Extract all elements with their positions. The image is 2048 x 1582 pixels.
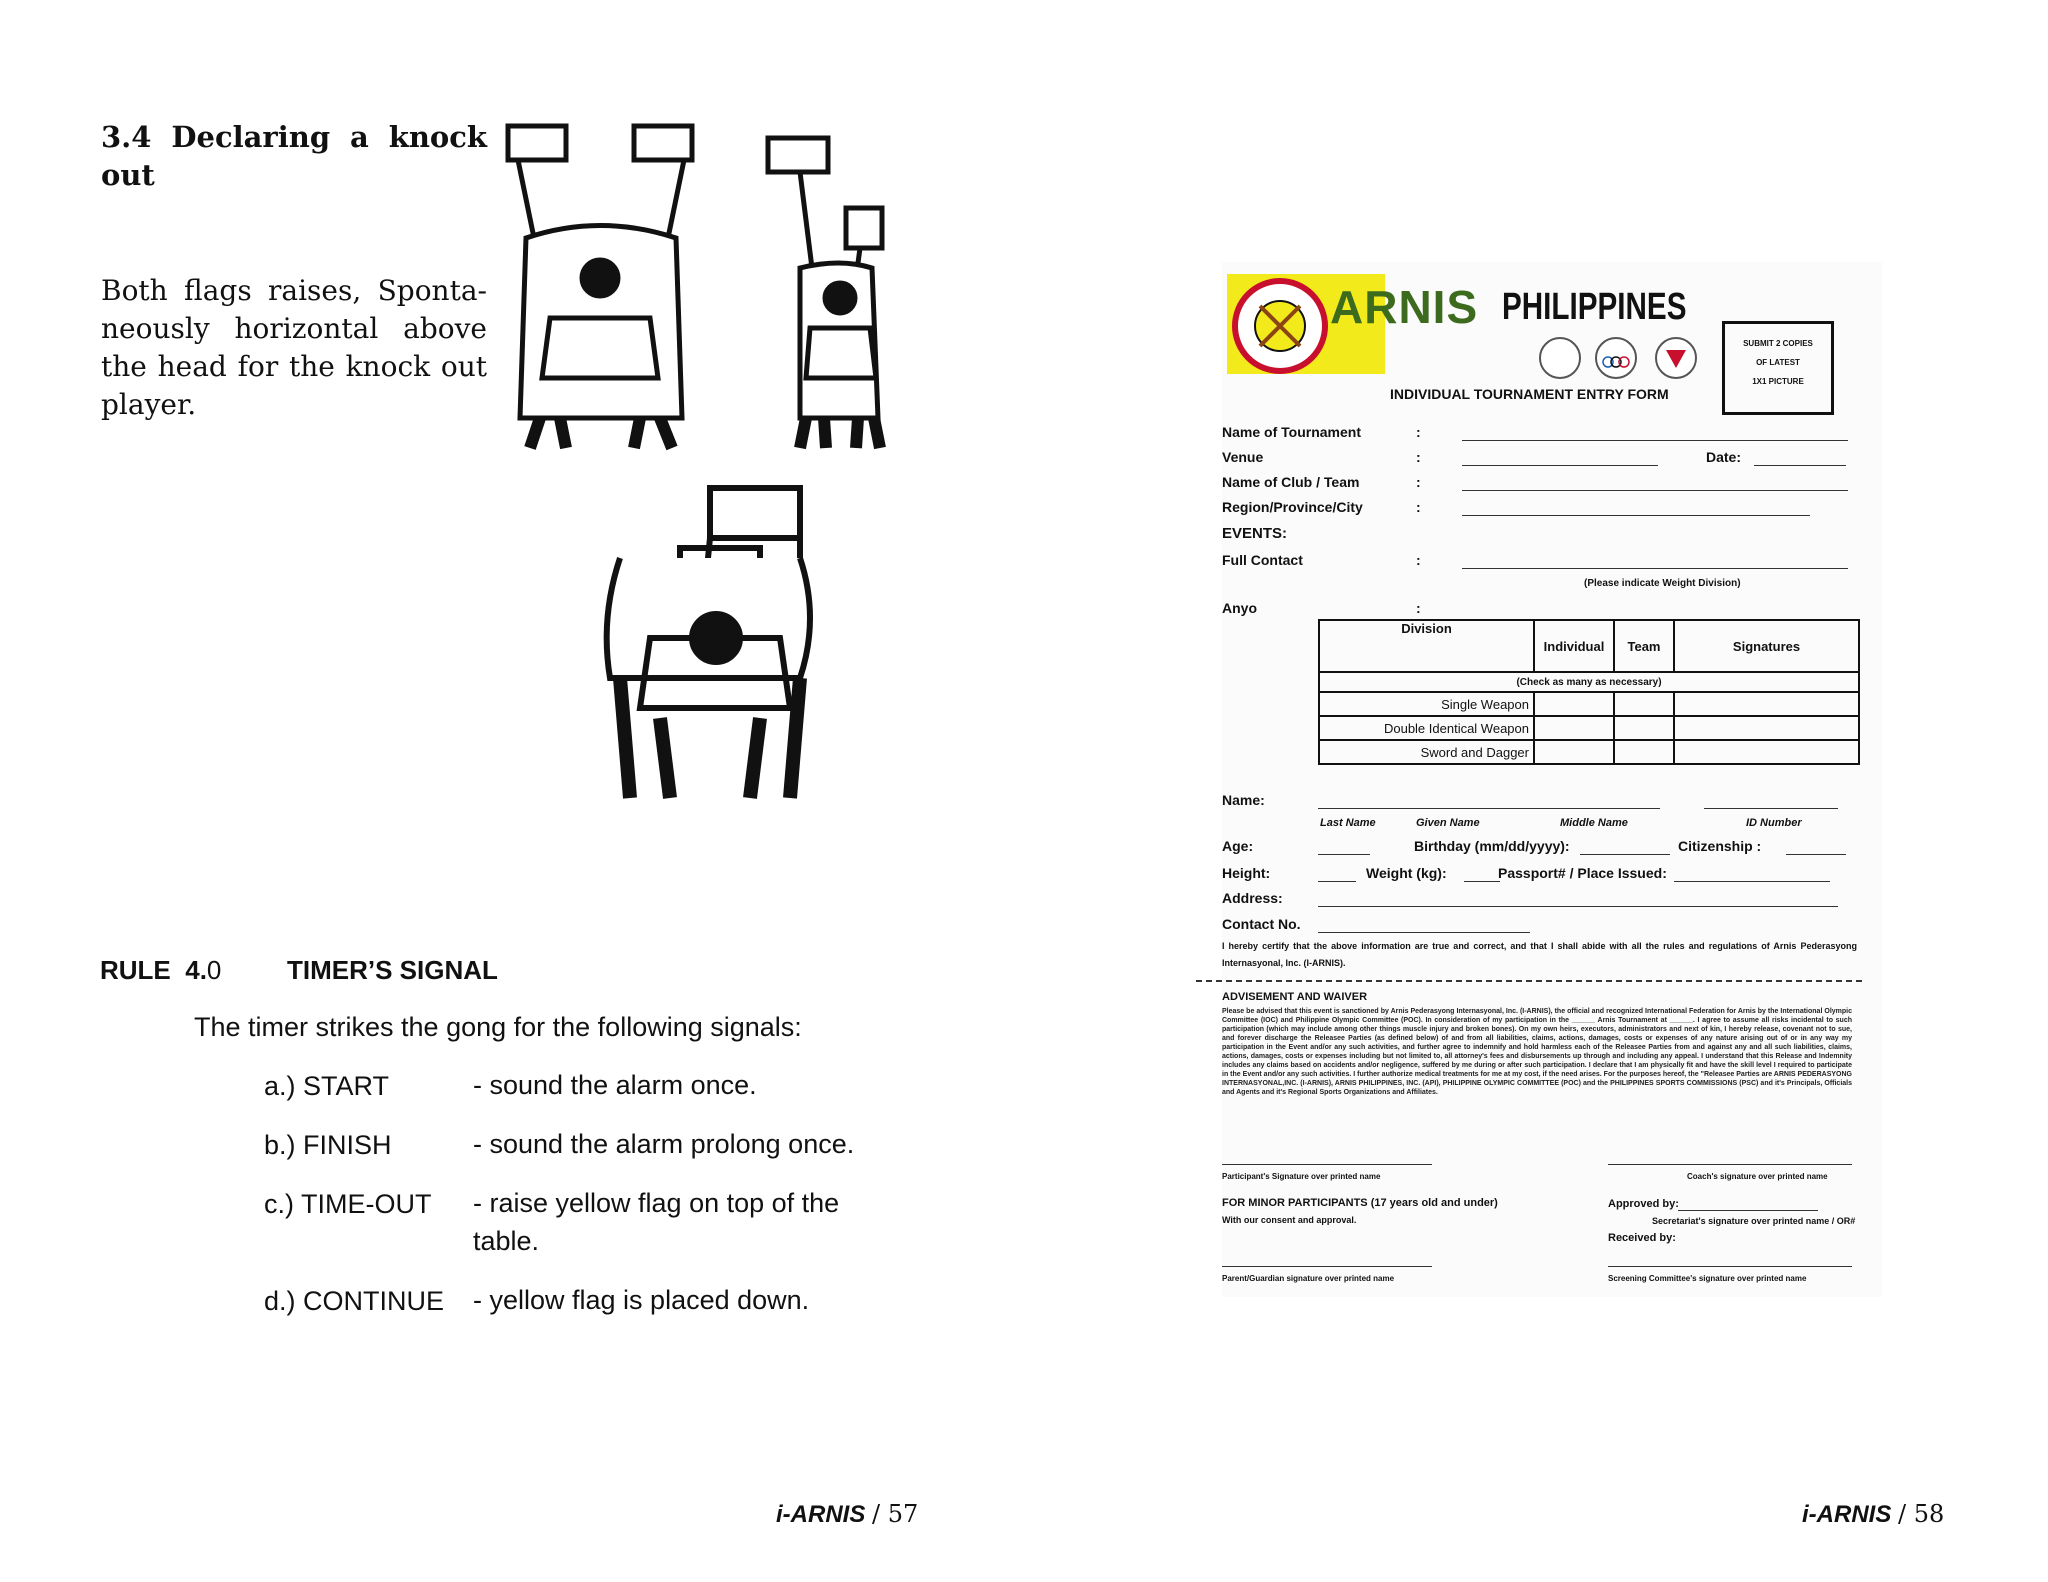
field-line: [1786, 854, 1846, 855]
signal-label: b.) FINISH: [264, 1130, 392, 1160]
footer-brand: i-ARNIS: [1802, 1501, 1892, 1528]
section-heading: 3.4 Declaring a knock out: [101, 120, 487, 192]
footer-page-number: / 57: [872, 1500, 919, 1528]
field-weight: Weight (kg):: [1366, 865, 1447, 881]
entry-form: [1222, 262, 1882, 1297]
field-line: [1678, 1210, 1818, 1211]
field-line: [1318, 906, 1838, 907]
field-age: Age:: [1222, 838, 1254, 854]
arnis-seal-icon: [1230, 276, 1330, 376]
signature-line: [1222, 1164, 1432, 1165]
photo-box: [1722, 321, 1834, 415]
division-table: [1318, 619, 1860, 765]
signature-line: [1608, 1164, 1852, 1165]
field-colon: :: [1416, 424, 1421, 440]
division-name: Sword and Dagger: [1319, 740, 1534, 764]
field-line: [1462, 465, 1658, 466]
sig-parent: Parent/Guardian signature over printed name: [1222, 1274, 1395, 1283]
rule-title: TIMER’S SIGNAL: [287, 955, 498, 985]
minor-heading: FOR MINOR PARTICIPANTS (17 years old and under): [1222, 1197, 1498, 1209]
rule-number-suffix: 0: [206, 955, 222, 985]
division-name: Double Identical Weapon: [1319, 716, 1534, 740]
page-footer-left: [776, 1500, 918, 1529]
signal-desc: - sound the alarm prolong once.: [473, 1129, 855, 1159]
cut-line: [1196, 980, 1862, 982]
field-height: Height:: [1222, 865, 1271, 881]
field-colon: :: [1416, 449, 1421, 465]
signal-desc: - sound the alarm once.: [473, 1070, 757, 1100]
signature-cell[interactable]: [1674, 692, 1859, 716]
checkbox-cell[interactable]: [1534, 716, 1614, 740]
field-line: [1462, 515, 1810, 516]
field-full-contact: Full Contact: [1222, 552, 1303, 568]
checkbox-cell[interactable]: [1614, 740, 1674, 764]
signature-cell[interactable]: [1674, 740, 1859, 764]
field-colon: :: [1416, 474, 1421, 490]
th-signatures: Signatures: [1674, 620, 1859, 672]
label-id-number: ID Number: [1746, 817, 1802, 829]
label-given-name: Given Name: [1416, 817, 1480, 829]
received-by: Received by:: [1608, 1232, 1676, 1244]
photo-box-line: OF LATEST: [1756, 358, 1800, 367]
label-last-name: Last Name: [1320, 817, 1376, 829]
field-address: Address:: [1222, 890, 1283, 906]
field-colon: :: [1416, 552, 1421, 568]
field-club: Name of Club / Team: [1222, 474, 1360, 490]
referee-figure-3: [607, 488, 810, 798]
sig-participant: Participant's Signature over printed name: [1222, 1172, 1381, 1181]
seal-icon: [1540, 338, 1580, 378]
th-division: Division: [1319, 620, 1534, 672]
field-line: [1462, 568, 1848, 569]
referee-illustrations: [500, 118, 940, 818]
field-line: [1674, 881, 1830, 882]
table-row: [1319, 740, 1859, 764]
field-venue: Venue: [1222, 449, 1264, 465]
field-line: [1580, 854, 1670, 855]
field-line: [1462, 490, 1848, 491]
page-footer-right: [1802, 1500, 1944, 1529]
division-name: Single Weapon: [1319, 692, 1534, 716]
photo-box-line: SUBMIT 2 COPIES: [1743, 339, 1813, 348]
rule-number: [100, 955, 221, 986]
secretariat-label: Secretariat's signature over printed name / OR#: [1652, 1216, 1856, 1226]
field-line: [1318, 808, 1660, 809]
field-date: Date:: [1706, 449, 1742, 465]
th-individual: Individual: [1534, 620, 1614, 672]
field-colon: :: [1416, 600, 1421, 616]
form-title: INDIVIDUAL TOURNAMENT ENTRY FORM: [1390, 386, 1669, 402]
field-line: [1318, 854, 1370, 855]
signal-label: a.) START: [264, 1071, 390, 1101]
waiver-title: ADVISEMENT AND WAIVER: [1222, 991, 1368, 1003]
checkbox-cell[interactable]: [1534, 692, 1614, 716]
checkbox-cell[interactable]: [1534, 740, 1614, 764]
field-line: [1318, 932, 1530, 933]
events-heading: EVENTS:: [1222, 525, 1288, 542]
consent-text: With our consent and approval.: [1222, 1215, 1357, 1225]
field-name: Name:: [1222, 792, 1265, 808]
section-body: Both flags raises, Sponta-neously horizontal above the head for the knock out player.: [101, 274, 487, 421]
checkbox-cell[interactable]: [1614, 716, 1674, 740]
certify-text: I hereby certify that the above information are true and correct, and that I shall abide with all the rules and regulations of Arnis Pederasyong Internasyonal, Inc. (I-ARNIS).: [1222, 941, 1857, 968]
checkbox-cell[interactable]: [1614, 692, 1674, 716]
signature-line: [1608, 1266, 1852, 1267]
signal-label: d.) CONTINUE: [264, 1286, 445, 1316]
logo-arnis: ARNIS: [1330, 281, 1479, 333]
photo-box-line: 1X1 PICTURE: [1752, 377, 1804, 386]
th-team: Team: [1614, 620, 1674, 672]
signature-line: [1222, 1266, 1432, 1267]
field-colon: :: [1416, 499, 1421, 515]
field-line: [1318, 881, 1356, 882]
field-line: [1754, 465, 1846, 466]
signature-cell[interactable]: [1674, 716, 1859, 740]
waiver-text: Please be advised that this event is sanctioned by Arnis Pederasyong Internasyonal, Inc. (I-ARNIS), the official and recognized International Federation for Arnis by the International Olympic Committee (IOC) and Philippine Olympic Committee (POC). In consideration of my participation in the ______ Arnis Tournament at ______. I agree to assume all risks incidental to such participation (which may include among other things muscle injury and broken bones). On my own heirs, executors, administrators and next of kin, I hereby release, covenant not to sue, and forever discharge the Releasee Parties (as defined below) of and from all liabilities, claims, actions, damages, costs or expenses of any nature arising out of or in any way my participation in the Event and/or any such activities, and further agree to indemnify and hold harmless each of the Releasee Parties from and against any and all such liabilities, claims, actions, damages, costs or expenses including but not limited to, all attorney's fees and disbursements up through and including any appeal. I understand that this Release and Indemnity includes any claims based on accidents and/or negligence, suffered by me during or after such participation. I declare that I am physically fit and have the skill level I required to participate in the Event and/or any such activities. I further authorize medical treatments for me at my cost, if the need arises. For the purposes hereof, the "Releasee Parties are ARNIS PEDERASYONG INTERNASYONAL,INC. (I-ARNIS), ARNIS PHILIPPINES, INC. (API), PHILIPPINE OLYMPIC COMMITTEE (POC) and the PHILIPPINES SPORTS COMMISSIONS (PSC) and it's Principals, Officials and Agents and it's Regional Sports Organizations and Affiliates.: [1222, 1008, 1852, 1096]
rule-intro: The timer strikes the gong for the following signals:: [194, 1012, 802, 1042]
field-passport: Passport# / Place Issued:: [1498, 865, 1667, 881]
field-contact: Contact No.: [1222, 916, 1301, 932]
olympic-seal-icon: [1596, 338, 1636, 378]
sig-screening: Screening Committee's signature over printed name: [1608, 1274, 1807, 1283]
logo-philippines: PHILIPPINES: [1502, 286, 1687, 328]
table-note: (Check as many as necessary): [1319, 672, 1859, 692]
label-middle-name: Middle Name: [1560, 817, 1628, 829]
weight-note: (Please indicate Weight Division): [1584, 578, 1741, 589]
signal-desc: - raise yellow flag on top of the table.: [473, 1188, 840, 1256]
rule-prefix: RULE: [100, 955, 171, 985]
field-citizenship: Citizenship :: [1678, 838, 1762, 854]
referee-figure-2: [768, 138, 882, 448]
field-line: [1464, 881, 1500, 882]
field-line: [1704, 808, 1838, 809]
footer-page-number: / 58: [1898, 1500, 1945, 1528]
sig-coach: Coach's signature over printed name: [1687, 1172, 1828, 1181]
signal-desc: - yellow flag is placed down.: [473, 1285, 810, 1315]
footer-brand: i-ARNIS: [776, 1501, 866, 1528]
signal-label: c.) TIME-OUT: [264, 1189, 432, 1219]
field-tournament: Name of Tournament: [1222, 424, 1361, 440]
field-birthday: Birthday (mm/dd/yyyy):: [1414, 838, 1570, 854]
partner-seals: [1538, 334, 1728, 382]
field-anyo: Anyo: [1222, 600, 1257, 616]
field-line: [1462, 440, 1848, 441]
rule-number-main: 4.: [185, 955, 207, 985]
field-region: Region/Province/City: [1222, 499, 1363, 515]
table-row: [1319, 716, 1859, 740]
approved-by: Approved by:: [1608, 1198, 1679, 1210]
table-row: [1319, 692, 1859, 716]
referee-figure-1: [508, 126, 692, 448]
